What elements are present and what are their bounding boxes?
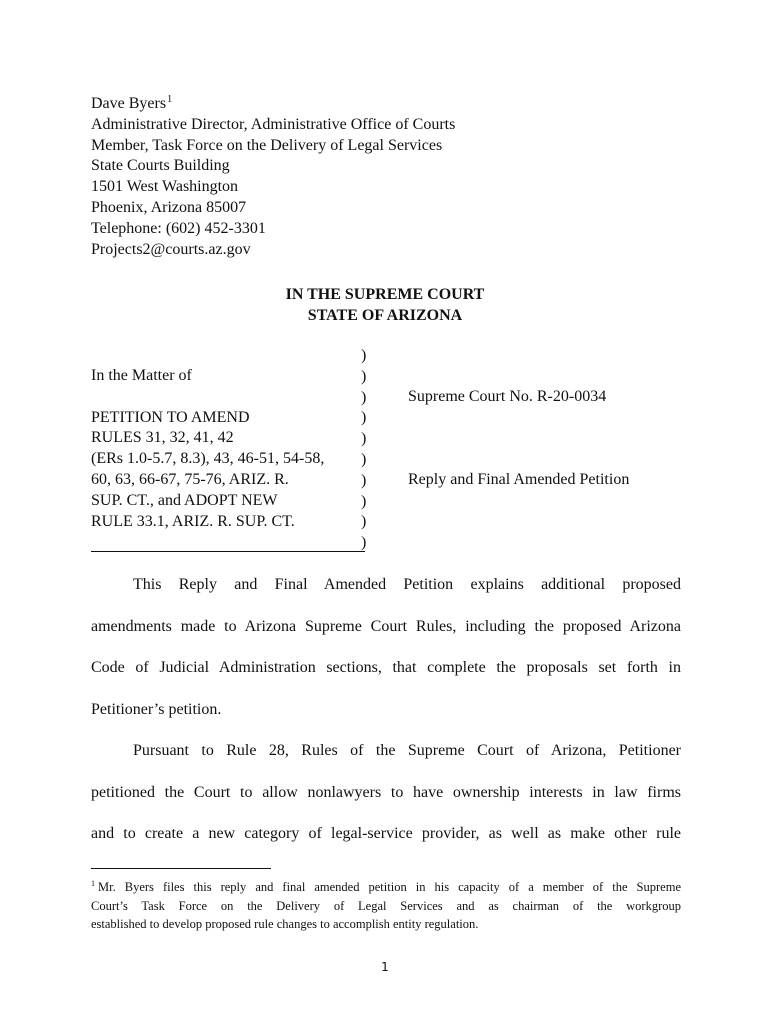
body-line: Petitioner’s petition. bbox=[91, 700, 222, 718]
caption-petition-line: 60, 63, 66-67, 75-76, ARIZ. R. bbox=[91, 470, 289, 488]
caption-paren: ) bbox=[361, 492, 367, 510]
caption-petition-line: PETITION TO AMEND bbox=[91, 408, 250, 426]
caption-paren: ) bbox=[361, 388, 367, 406]
caption-petition-line: SUP. CT., and ADOPT NEW bbox=[91, 491, 278, 509]
body-line: This Reply and Final Amended Petition explains additional proposed bbox=[133, 576, 681, 593]
filer-telephone: Telephone: (602) 452-3301 bbox=[91, 219, 266, 237]
caption-paren: ) bbox=[361, 430, 367, 448]
filer-building: State Courts Building bbox=[91, 157, 230, 175]
body-line: Code of Judicial Administration sections, that complete the proposals set forth in bbox=[91, 659, 681, 677]
caption-paren: ) bbox=[361, 471, 367, 489]
caption-matter-of: In the Matter of bbox=[91, 367, 192, 384]
body-paragraph-2 bbox=[91, 730, 681, 855]
body-line: and to create a new category of legal-service provider, as well as make other rule bbox=[91, 825, 681, 843]
filer-name: Dave Byers bbox=[91, 95, 167, 112]
filer-street: 1501 West Washington bbox=[91, 178, 239, 196]
body-paragraph-1 bbox=[91, 564, 681, 730]
footnote-marker: 1 bbox=[91, 878, 95, 888]
filer-name-line bbox=[91, 94, 455, 115]
case-number: Supreme Court No. R-20-0034 bbox=[408, 388, 607, 405]
filer-membership: Member, Task Force on the Delivery of Legal Services bbox=[91, 136, 443, 154]
footnote-line: Court’s Task Force on the Delivery of Legal Services and as chairman of the workgroup bbox=[91, 898, 681, 913]
caption-paren: ) bbox=[361, 367, 367, 385]
filer-city: Phoenix, Arizona 85007 bbox=[91, 198, 247, 216]
court-state: STATE OF ARIZONA bbox=[307, 307, 463, 324]
footnote-line: established to develop proposed rule changes to accomplish entity regulation. bbox=[91, 917, 479, 931]
footnote-reference: 1 bbox=[167, 93, 173, 105]
footnote-text: Mr. Byers files this reply and final amended petition in his capacity of a member of the Supreme bbox=[98, 880, 681, 894]
caption-paren: ) bbox=[361, 347, 367, 364]
court-name: IN THE SUPREME COURT bbox=[285, 286, 485, 303]
body-line: petitioned the Court to allow nonlawyers to have ownership interests in law firms bbox=[91, 783, 681, 801]
footnote bbox=[91, 878, 681, 934]
caption-spacer bbox=[91, 387, 324, 408]
caption-parenthesis-column bbox=[361, 346, 366, 554]
caption-paren: ) bbox=[361, 513, 367, 531]
caption-paren: ) bbox=[361, 450, 367, 468]
document-title: Reply and Final Amended Petition bbox=[408, 471, 630, 488]
body-line: Pursuant to Rule 28, Rules of the Supreme Court of Arizona, Petitioner bbox=[133, 742, 681, 759]
caption-petition-line: RULE 33.1, ARIZ. R. SUP. CT. bbox=[91, 512, 295, 530]
footnote-separator bbox=[91, 868, 271, 869]
case-caption-left bbox=[91, 366, 324, 532]
filer-title: Administrative Director, Administrative Office of Courts bbox=[91, 115, 456, 133]
caption-paren: ) bbox=[361, 534, 367, 552]
caption-petition-line: (ERs 1.0-5.7, 8.3), 43, 46-51, 54-58, bbox=[91, 450, 325, 468]
caption-petition-line: RULES 31, 32, 41, 42 bbox=[91, 429, 234, 447]
caption-paren: ) bbox=[361, 409, 367, 427]
footnote-line bbox=[91, 878, 681, 897]
caption-underline bbox=[91, 551, 365, 552]
body-line: amendments made to Arizona Supreme Court Rules, including the proposed Arizona bbox=[91, 617, 681, 635]
filer-email: Projects2@courts.az.gov bbox=[91, 240, 251, 258]
page-number: 1 bbox=[381, 960, 389, 974]
filer-header bbox=[91, 94, 455, 260]
